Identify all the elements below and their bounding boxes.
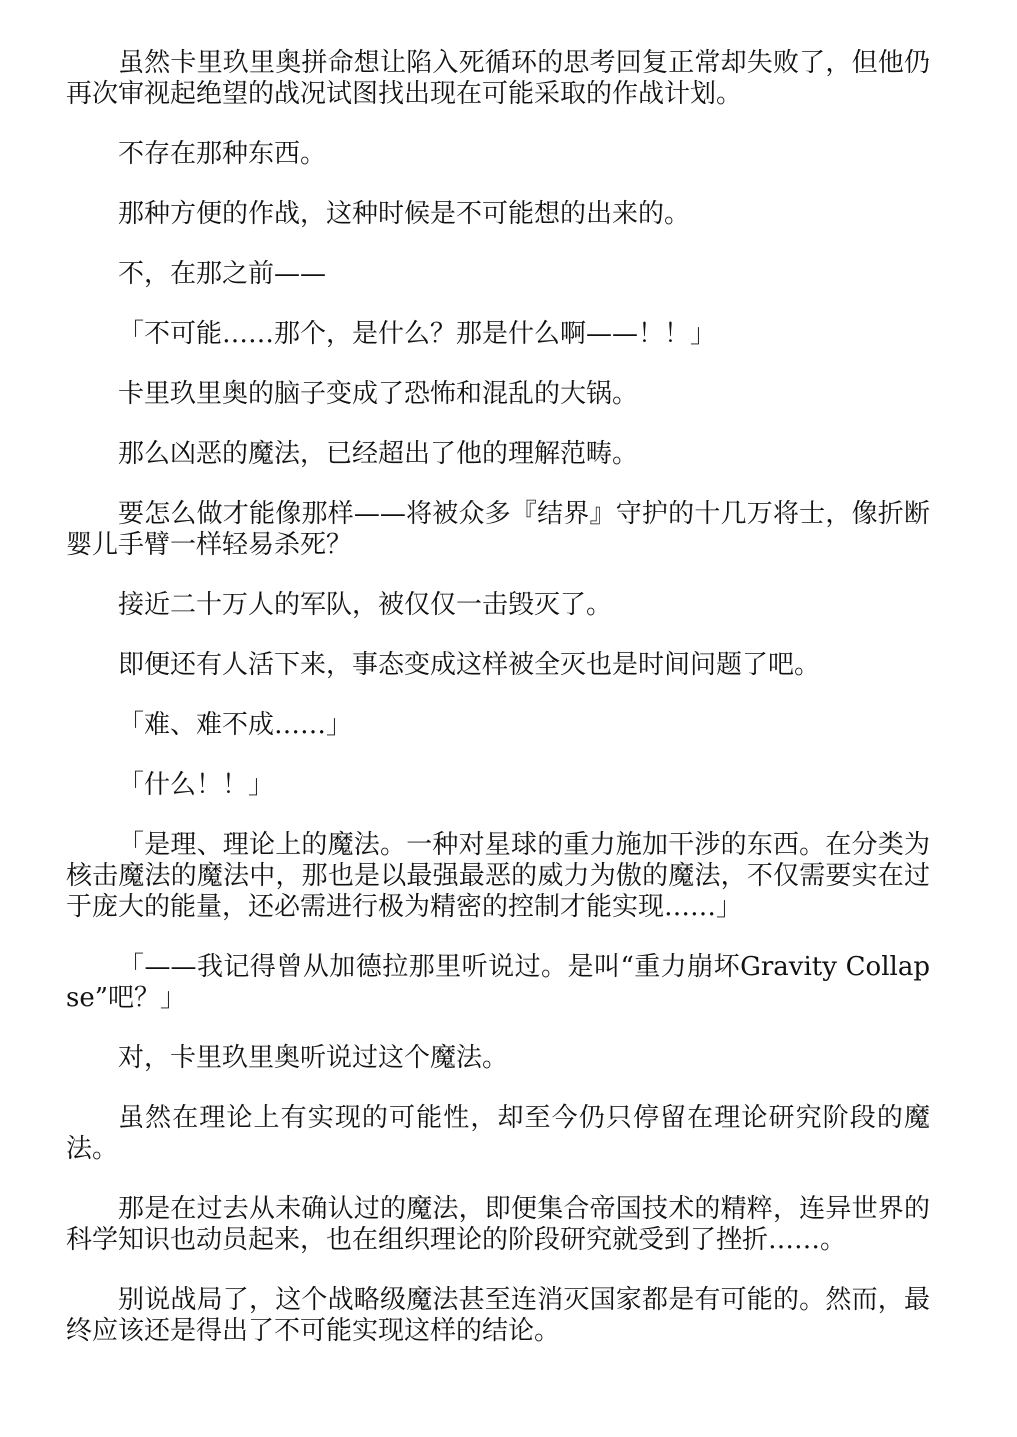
paragraph: 对，卡里玖里奥听说过这个魔法。 bbox=[118, 1043, 509, 1073]
dialogue-paragraph: 「难、难不成……」 bbox=[118, 710, 353, 740]
paragraph: 即便还有人活下来，事态变成这样被全灭也是时间问题了吧。 bbox=[118, 650, 821, 680]
paragraph: 接近二十万人的军队，被仅仅一击毁灭了。 bbox=[118, 590, 613, 620]
dialogue-paragraph: 「——我记得曾从加德拉那里听说过。是叫“重力崩坏Gravity Collapse”吧？」 bbox=[66, 952, 930, 1013]
paragraph: 不，在那之前—— bbox=[118, 259, 327, 289]
dialogue-paragraph: 「什么！！」 bbox=[118, 770, 275, 800]
paragraph: 别说战局了，这个战略级魔法甚至连消灭国家都是有可能的。然而，最终应该还是得出了不可能实现这样的结论。 bbox=[66, 1285, 930, 1346]
paragraph: 虽然在理论上有实现的可能性，却至今仍只停留在理论研究阶段的魔法。 bbox=[66, 1103, 930, 1164]
paragraph: 不存在那种东西。 bbox=[118, 139, 327, 169]
dialogue-paragraph: 「不可能……那个，是什么？那是什么啊——！！」 bbox=[118, 319, 717, 349]
paragraph: 要怎么做才能像那样——将被众多『结界』守护的十几万将士，像折断婴儿手臂一样轻易杀死？ bbox=[66, 499, 930, 560]
paragraph: 那种方便的作战，这种时候是不可能想的出来的。 bbox=[118, 199, 691, 229]
paragraph: 卡里玖里奥的脑子变成了恐怖和混乱的大锅。 bbox=[118, 379, 639, 409]
paragraph: 虽然卡里玖里奥拼命想让陷入死循环的思考回复正常却失败了，但他仍再次审视起绝望的战况试图找出现在可能采取的作战计划。 bbox=[66, 48, 930, 109]
paragraph: 那么凶恶的魔法，已经超出了他的理解范畴。 bbox=[118, 439, 639, 469]
dialogue-paragraph: 「是理、理论上的魔法。一种对星球的重力施加干涉的东西。在分类为核击魔法的魔法中，那也是以最强最恶的威力为傲的魔法，不仅需要实在过于庞大的能量，还必需进行极为精密的控制才能实现……」 bbox=[66, 830, 930, 922]
paragraph: 那是在过去从未确认过的魔法，即便集合帝国技术的精粹，连异世界的科学知识也动员起来，也在组织理论的阶段研究就受到了挫折……。 bbox=[66, 1194, 930, 1255]
